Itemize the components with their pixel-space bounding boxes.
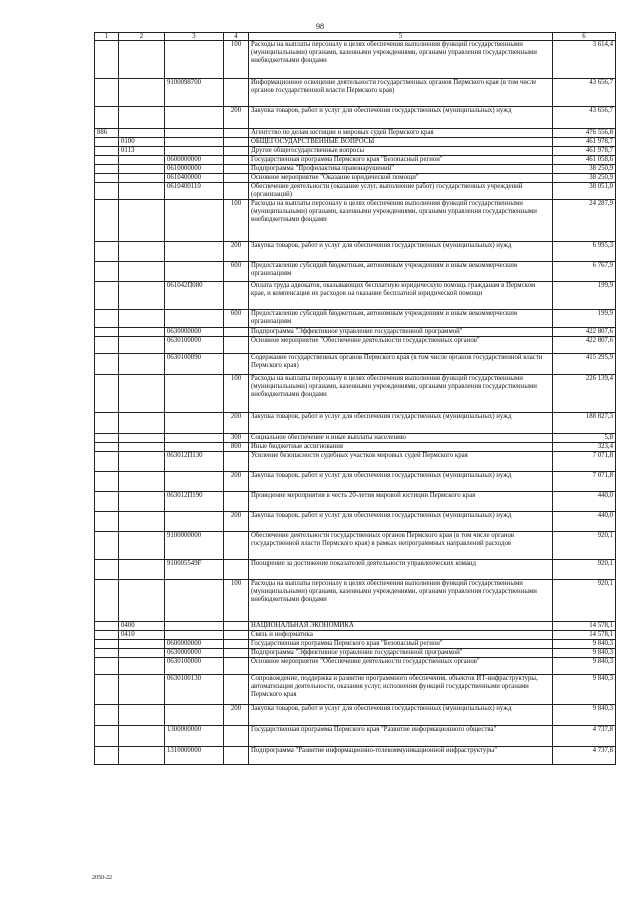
table-row — [95, 434, 616, 443]
target-article-code-cell — [165, 138, 224, 147]
table-row — [95, 658, 616, 675]
grbs-code-cell — [95, 705, 119, 726]
header-cell-3: 3 — [165, 33, 224, 41]
target-article-code-cell: 061042П080 — [165, 282, 224, 310]
item-name-cell: Закупка товаров, работ и услуг для обеспечения государственных (муниципальных) нужд — [249, 413, 553, 434]
section-code-cell: 0113 — [119, 147, 165, 156]
grbs-code-cell — [95, 640, 119, 649]
grbs-code-cell — [95, 310, 119, 328]
section-code-cell — [119, 165, 165, 174]
expense-type-code-cell — [224, 79, 249, 107]
amount-cell: 440,0 — [553, 492, 616, 512]
section-code-cell — [119, 560, 165, 580]
item-name-cell: Расходы на выплаты персоналу в целях обеспечения выполнения функций государственными (муниципальными) органами, казенными учреждениями, органами управления государственными внебюджетными фондами — [249, 41, 553, 79]
item-name-cell: Обеспечение деятельности (оказание услуг, выполнение работ) государственных учреждений (организаций) — [249, 183, 553, 200]
target-article-code-cell — [165, 472, 224, 492]
section-code-cell — [119, 472, 165, 492]
section-code-cell — [119, 640, 165, 649]
section-code-cell — [119, 492, 165, 512]
table-row — [95, 492, 616, 512]
item-name-cell: Расходы на выплаты персоналу в целях обеспечения выполнения функций государственными (муниципальными) органами, казенными учреждениями, органами управления государственными внебюджетными фондами — [249, 580, 553, 622]
expense-type-code-cell — [224, 649, 249, 658]
grbs-code-cell — [95, 434, 119, 443]
grbs-code-cell — [95, 580, 119, 622]
section-code-cell — [119, 580, 165, 622]
expense-type-code-cell: 100 — [224, 580, 249, 622]
target-article-code-cell — [165, 631, 224, 640]
section-code-cell — [119, 726, 165, 747]
expense-type-code-cell — [224, 138, 249, 147]
table-row — [95, 375, 616, 413]
grbs-code-cell — [95, 165, 119, 174]
item-name-cell: ОБЩЕГОСУДАРСТВЕННЫЕ ВОПРОСЫ — [249, 138, 553, 147]
grbs-code-cell — [95, 282, 119, 310]
amount-cell: 14 578,1 — [553, 631, 616, 640]
item-name-cell: Подпрограмма "Эффективное управление государственной программой" — [249, 328, 553, 337]
section-code-cell — [119, 129, 165, 138]
amount-cell: 920,1 — [553, 580, 616, 622]
table-row — [95, 649, 616, 658]
header-cell-5: 5 — [249, 33, 553, 41]
amount-cell: 920,1 — [553, 560, 616, 580]
section-code-cell — [119, 156, 165, 165]
section-code-cell — [119, 675, 165, 705]
item-name-cell: Основное мероприятие "Обеспечение деятельности государственных органов" — [249, 337, 553, 354]
table-row — [95, 41, 616, 79]
grbs-code-cell — [95, 413, 119, 434]
target-article-code-cell — [165, 375, 224, 413]
target-article-code-cell — [165, 622, 224, 631]
target-article-code-cell: 0630000000 — [165, 328, 224, 337]
item-name-cell: Закупка товаров, работ и услуг для обеспечения государственных (муниципальных) нужд — [249, 107, 553, 129]
amount-cell: 461 058,6 — [553, 156, 616, 165]
item-name-cell: Государственная программа Пермского края "Безопасный регион" — [249, 640, 553, 649]
expense-type-code-cell — [224, 675, 249, 705]
expense-type-code-cell: 300 — [224, 434, 249, 443]
section-code-cell — [119, 262, 165, 282]
table-row — [95, 675, 616, 705]
section-code-cell — [119, 282, 165, 310]
expense-type-code-cell — [224, 640, 249, 649]
header-row — [95, 33, 616, 41]
expense-type-code-cell — [224, 147, 249, 156]
expense-type-code-cell — [224, 183, 249, 200]
expense-type-code-cell: 600 — [224, 310, 249, 328]
expense-type-code-cell: 200 — [224, 107, 249, 129]
header-cell-6: 6 — [553, 33, 616, 41]
item-name-cell: Государственная программа Пермского края "Безопасный регион" — [249, 156, 553, 165]
table-row — [95, 580, 616, 622]
page-number: 98 — [316, 22, 324, 31]
grbs-code-cell — [95, 532, 119, 560]
target-article-code-cell — [165, 310, 224, 328]
target-article-code-cell: 063012П130 — [165, 452, 224, 472]
target-article-code-cell: 1300000000 — [165, 726, 224, 747]
grbs-code-cell — [95, 472, 119, 492]
table-row — [95, 472, 616, 492]
target-article-code-cell: 1310000000 — [165, 747, 224, 765]
item-name-cell: Иные бюджетные ассигнования — [249, 443, 553, 452]
item-name-cell: Обеспечение деятельности государственных органов Пермского края (в том числе органов государственной власти Пермского края) в рамках непрограммных направлений расходов — [249, 532, 553, 560]
grbs-code-cell — [95, 262, 119, 282]
expense-type-code-cell — [224, 337, 249, 354]
target-article-code-cell — [165, 512, 224, 532]
grbs-code-cell — [95, 375, 119, 413]
item-name-cell: Социальное обеспечение и иные выплаты населению — [249, 434, 553, 443]
item-name-cell: Закупка товаров, работ и услуг для обеспечения государственных (муниципальных) нужд — [249, 512, 553, 532]
section-code-cell: 0100 — [119, 138, 165, 147]
section-code-cell — [119, 434, 165, 443]
item-name-cell: Агентство по делам юстиции и мировых судей Пермского края — [249, 129, 553, 138]
target-article-code-cell: 9100098700 — [165, 79, 224, 107]
grbs-code-cell — [95, 183, 119, 200]
target-article-code-cell: 9100000000 — [165, 532, 224, 560]
expense-type-code-cell — [224, 622, 249, 631]
target-article-code-cell: 0610400110 — [165, 183, 224, 200]
target-article-code-cell — [165, 443, 224, 452]
target-article-code-cell — [165, 262, 224, 282]
expense-type-code-cell: 200 — [224, 413, 249, 434]
table-row — [95, 174, 616, 183]
grbs-code-cell — [95, 452, 119, 472]
table-row — [95, 631, 616, 640]
expense-type-code-cell — [224, 532, 249, 560]
amount-cell: 440,0 — [553, 512, 616, 532]
section-code-cell: 0400 — [119, 622, 165, 631]
table-row — [95, 79, 616, 107]
amount-cell: 24 287,9 — [553, 200, 616, 242]
amount-cell: 422 807,6 — [553, 328, 616, 337]
expense-type-code-cell — [224, 354, 249, 375]
expense-type-code-cell — [224, 492, 249, 512]
table-row — [95, 242, 616, 262]
amount-cell: 7 071,8 — [553, 452, 616, 472]
section-code-cell — [119, 174, 165, 183]
target-article-code-cell: 0610000000 — [165, 165, 224, 174]
grbs-code-cell — [95, 138, 119, 147]
target-article-code-cell: 063012П190 — [165, 492, 224, 512]
grbs-code-cell — [95, 658, 119, 675]
grbs-code-cell — [95, 41, 119, 79]
target-article-code-cell: 0610400000 — [165, 174, 224, 183]
item-name-cell: Подпрограмма "Развитие информационно-телекоммуникационной инфраструктуры" — [249, 747, 553, 765]
item-name-cell: Усиление безопасности судебных участков мировых судей Пермского края — [249, 452, 553, 472]
amount-cell: 9 840,3 — [553, 649, 616, 658]
target-article-code-cell — [165, 242, 224, 262]
target-article-code-cell — [165, 147, 224, 156]
table-row — [95, 747, 616, 765]
expense-type-code-cell — [224, 174, 249, 183]
target-article-code-cell: 910005549F — [165, 560, 224, 580]
amount-cell: 38 250,9 — [553, 165, 616, 174]
target-article-code-cell — [165, 200, 224, 242]
table-row — [95, 705, 616, 726]
expense-type-code-cell — [224, 328, 249, 337]
amount-cell: 9 840,3 — [553, 675, 616, 705]
amount-cell: 3 614,4 — [553, 41, 616, 79]
target-article-code-cell — [165, 580, 224, 622]
table-row — [95, 452, 616, 472]
target-article-code-cell — [165, 705, 224, 726]
target-article-code-cell: 0630100090 — [165, 354, 224, 375]
amount-cell: 7 071,8 — [553, 472, 616, 492]
table-row — [95, 147, 616, 156]
item-name-cell: Содержание государственных органов Пермского края (в том числе органов государственной власти Пермского края) — [249, 354, 553, 375]
section-code-cell — [119, 242, 165, 262]
item-name-cell: Проведение мероприятия в честь 20-летия мировой юстиции Пермского края — [249, 492, 553, 512]
section-code-cell — [119, 107, 165, 129]
expense-type-code-cell: 100 — [224, 41, 249, 79]
amount-cell: 38 250,9 — [553, 174, 616, 183]
expense-type-code-cell — [224, 452, 249, 472]
section-code-cell — [119, 747, 165, 765]
section-code-cell — [119, 354, 165, 375]
item-name-cell: Оплата труда адвокатов, оказывающих бесплатную юридическую помощь гражданам в Пермском крае, и компенсация их расходов на оказание бесплатной юридической помощи — [249, 282, 553, 310]
target-article-code-cell: 0600000000 — [165, 640, 224, 649]
grbs-code-cell — [95, 443, 119, 452]
table-row — [95, 726, 616, 747]
grbs-code-cell — [95, 492, 119, 512]
expense-type-code-cell — [224, 747, 249, 765]
grbs-code-cell — [95, 174, 119, 183]
header-cell-1: 1 — [95, 33, 119, 41]
expense-type-code-cell: 800 — [224, 443, 249, 452]
table-row — [95, 328, 616, 337]
expense-type-code-cell — [224, 658, 249, 675]
target-article-code-cell — [165, 413, 224, 434]
table-row — [95, 310, 616, 328]
target-article-code-cell — [165, 41, 224, 79]
table-row — [95, 282, 616, 310]
amount-cell: 476 556,8 — [553, 129, 616, 138]
table-row — [95, 200, 616, 242]
item-name-cell: Закупка товаров, работ и услуг для обеспечения государственных (муниципальных) нужд — [249, 242, 553, 262]
item-name-cell: Подпрограмма "Профилактика правонарушений" — [249, 165, 553, 174]
amount-cell: 43 656,7 — [553, 79, 616, 107]
table-row — [95, 512, 616, 532]
expense-type-code-cell — [224, 156, 249, 165]
amount-cell: 38 051,0 — [553, 183, 616, 200]
table-row — [95, 183, 616, 200]
target-article-code-cell: 0630000000 — [165, 649, 224, 658]
grbs-code-cell — [95, 631, 119, 640]
grbs-code-cell — [95, 156, 119, 165]
grbs-code-cell — [95, 747, 119, 765]
table-row — [95, 622, 616, 631]
item-name-cell: Предоставление субсидий бюджетным, автономным учреждениям и иным некоммерческим организациям — [249, 310, 553, 328]
section-code-cell — [119, 183, 165, 200]
item-name-cell: Государственная программа Пермского края "Развитие информационного общества" — [249, 726, 553, 747]
expense-type-code-cell — [224, 726, 249, 747]
target-article-code-cell — [165, 107, 224, 129]
grbs-code-cell — [95, 337, 119, 354]
amount-cell: 6 767,9 — [553, 262, 616, 282]
grbs-code-cell — [95, 79, 119, 107]
amount-cell: 461 978,7 — [553, 147, 616, 156]
section-code-cell — [119, 705, 165, 726]
amount-cell: 14 578,1 — [553, 622, 616, 631]
expense-type-code-cell: 600 — [224, 262, 249, 282]
expense-type-code-cell: 200 — [224, 512, 249, 532]
table-body — [95, 41, 616, 765]
section-code-cell — [119, 79, 165, 107]
table-row — [95, 156, 616, 165]
grbs-code-cell — [95, 200, 119, 242]
table-row — [95, 640, 616, 649]
section-code-cell — [119, 310, 165, 328]
expense-type-code-cell: 200 — [224, 242, 249, 262]
table-row — [95, 560, 616, 580]
item-name-cell: Основное мероприятие "Оказание юридической помощи" — [249, 174, 553, 183]
expense-type-code-cell: 100 — [224, 200, 249, 242]
section-code-cell — [119, 452, 165, 472]
section-code-cell — [119, 337, 165, 354]
table-row — [95, 532, 616, 560]
expense-type-code-cell: 200 — [224, 705, 249, 726]
target-article-code-cell — [165, 434, 224, 443]
grbs-code-cell — [95, 649, 119, 658]
amount-cell: 422 807,6 — [553, 337, 616, 354]
amount-cell: 4 737,8 — [553, 747, 616, 765]
amount-cell: 4 737,8 — [553, 726, 616, 747]
item-name-cell: Поощрение за достижение показателей деятельности управленческих команд — [249, 560, 553, 580]
amount-cell: 9 840,3 — [553, 640, 616, 649]
grbs-code-cell — [95, 242, 119, 262]
expense-type-code-cell — [224, 560, 249, 580]
item-name-cell: Связь и информатика — [249, 631, 553, 640]
section-code-cell — [119, 41, 165, 79]
target-article-code-cell: 0630100000 — [165, 658, 224, 675]
item-name-cell: Информационное освещение деятельности государственных органов Пермского края (в том числе органов государственной власти Пермского края) — [249, 79, 553, 107]
item-name-cell: Основное мероприятие "Обеспечение деятельности государственных органов" — [249, 658, 553, 675]
amount-cell: 9 840,3 — [553, 658, 616, 675]
section-code-cell — [119, 328, 165, 337]
item-name-cell: Расходы на выплаты персоналу в целях обеспечения выполнения функций государственными (муниципальными) органами, казенными учреждениями, органами управления государственными внебюджетными фондами — [249, 200, 553, 242]
amount-cell: 6 995,3 — [553, 242, 616, 262]
section-code-cell — [119, 532, 165, 560]
grbs-code-cell — [95, 726, 119, 747]
section-code-cell — [119, 413, 165, 434]
section-code-cell — [119, 658, 165, 675]
grbs-code-cell — [95, 675, 119, 705]
document-code: 2050-22 — [92, 875, 112, 881]
section-code-cell — [119, 512, 165, 532]
table-row — [95, 337, 616, 354]
amount-cell: 226 139,4 — [553, 375, 616, 413]
section-code-cell — [119, 443, 165, 452]
section-code-cell — [119, 375, 165, 413]
grbs-code-cell — [95, 560, 119, 580]
item-name-cell: Другие общегосударственные вопросы — [249, 147, 553, 156]
expense-type-code-cell: 200 — [224, 472, 249, 492]
budget-table — [94, 32, 616, 765]
expense-type-code-cell — [224, 129, 249, 138]
table-row — [95, 129, 616, 138]
table-row — [95, 262, 616, 282]
expense-type-code-cell — [224, 631, 249, 640]
amount-cell: 199,9 — [553, 282, 616, 310]
amount-cell: 188 827,3 — [553, 413, 616, 434]
table-row — [95, 107, 616, 129]
grbs-code-cell — [95, 622, 119, 631]
grbs-code-cell — [95, 107, 119, 129]
item-name-cell: Предоставление субсидий бюджетным, автономным учреждениям и иным некоммерческим организациям — [249, 262, 553, 282]
target-article-code-cell: 0630100000 — [165, 337, 224, 354]
section-code-cell — [119, 649, 165, 658]
amount-cell: 5,8 — [553, 434, 616, 443]
amount-cell: 415 295,9 — [553, 354, 616, 375]
header-cell-2: 2 — [119, 33, 165, 41]
item-name-cell: Сопровождение, поддержка и развитие программного обеспечения, объектов ИТ-инфраструктуры, автоматизация деятельности, оказания услуг, исполнения функций государственными органами Пермского края — [249, 675, 553, 705]
amount-cell: 9 840,3 — [553, 705, 616, 726]
item-name-cell: Подпрограмма "Эффективное управление государственной программой" — [249, 649, 553, 658]
amount-cell: 461 978,7 — [553, 138, 616, 147]
table-row — [95, 165, 616, 174]
grbs-code-cell — [95, 354, 119, 375]
amount-cell: 43 656,7 — [553, 107, 616, 129]
expense-type-code-cell — [224, 282, 249, 310]
table-row — [95, 138, 616, 147]
amount-cell: 199,9 — [553, 310, 616, 328]
item-name-cell: НАЦИОНАЛЬНАЯ ЭКОНОМИКА — [249, 622, 553, 631]
item-name-cell: Закупка товаров, работ и услуг для обеспечения государственных (муниципальных) нужд — [249, 705, 553, 726]
grbs-code-cell — [95, 328, 119, 337]
amount-cell: 323,4 — [553, 443, 616, 452]
grbs-code-cell — [95, 147, 119, 156]
grbs-code-cell — [95, 512, 119, 532]
expense-type-code-cell: 100 — [224, 375, 249, 413]
item-name-cell: Закупка товаров, работ и услуг для обеспечения государственных (муниципальных) нужд — [249, 472, 553, 492]
table-row — [95, 354, 616, 375]
target-article-code-cell: 0600000000 — [165, 156, 224, 165]
item-name-cell: Расходы на выплаты персоналу в целях обеспечения выполнения функций государственными (муниципальными) органами, казенными учреждениями, органами управления государственными внебюджетными фондами — [249, 375, 553, 413]
amount-cell: 920,1 — [553, 532, 616, 560]
target-article-code-cell: 0630100130 — [165, 675, 224, 705]
table-row — [95, 413, 616, 434]
section-code-cell: 0410 — [119, 631, 165, 640]
header-cell-4: 4 — [224, 33, 249, 41]
section-code-cell — [119, 200, 165, 242]
target-article-code-cell — [165, 129, 224, 138]
grbs-code-cell: 886 — [95, 129, 119, 138]
table-row — [95, 443, 616, 452]
expense-type-code-cell — [224, 165, 249, 174]
